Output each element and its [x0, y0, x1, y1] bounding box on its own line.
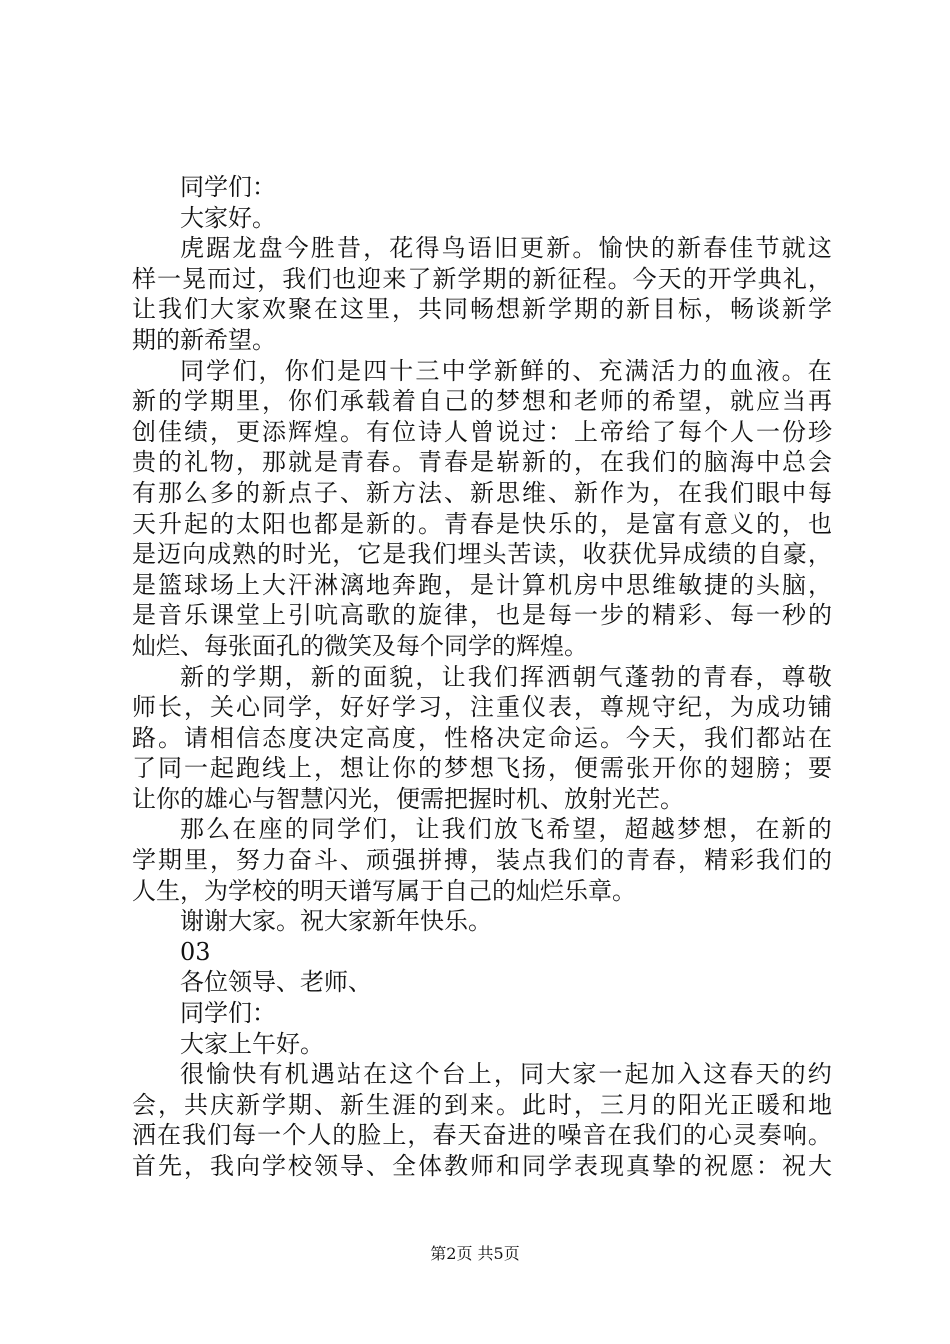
page-footer: 第2页 共5页: [430, 1244, 520, 1263]
text-line: 学 期 里 ， 努 力 奋 斗 、 顽 强 拼 搏 ， 装 点 我 们 的 青 春 ， 精 彩 我 们 的: [132, 846, 832, 875]
text-line: 那 么 在 座 的 同 学 们 ， 让 我 们 放 飞 希 望 ， 超 越 梦 想 ， 在 新 的: [180, 815, 832, 844]
text-line: 师 长 ， 关 心 同 学 ， 好 好 学 习 ， 注 重 仪 表 ， 尊 规 守 纪 ， 为 成 功 铺: [132, 693, 832, 722]
text-line: 各位领导、老师、: [180, 968, 372, 997]
text-line: 灿烂、每张面孔的微笑及每个同学的辉煌。: [132, 631, 588, 660]
text-line: 人生，为学校的明天谱写属于自己的灿烂乐章。: [132, 876, 636, 905]
text-line: 大家上午好。: [180, 1029, 324, 1058]
text-line: 是 迈 向 成 熟 的 时 光 ， 它 是 我 们 埋 头 苦 读 ， 收 获 优 异 成 绩 的 自 豪 ，: [132, 540, 832, 569]
text-line: 创 佳 绩 ， 更 添 辉 煌 。 有 位 诗 人 曾 说 过 ： 上 帝 给 了 每 个 人 一 份 珍: [132, 417, 832, 446]
text-line: 03: [180, 937, 211, 966]
text-line: 了 同 一 起 跑 线 上 ， 想 让 你 的 梦 想 飞 扬 ， 便 需 张 开 你 的 翅 膀 ； 要: [132, 754, 832, 783]
text-line: 洒 在 我 们 每 一 个 人 的 脸 上 ， 春 天 奋 进 的 噪 音 在 我 们 的 心 灵 奏 响 。: [132, 1121, 832, 1150]
text-line: 会 ， 共 庆 新 学 期 、 新 生 涯 的 到 来 。 此 时 ， 三 月 的 阳 光 正 暖 和 地: [132, 1090, 832, 1119]
text-line: 路 。 请 相 信 态 度 决 定 高 度 ， 性 格 决 定 命 运 。 今 天 ， 我 们 都 站 在: [132, 723, 832, 752]
text-line: 天 升 起 的 太 阳 也 都 是 新 的 。 青 春 是 快 乐 的 ， 是 富 有 意 义 的 ， 也: [132, 509, 832, 538]
text-line: 虎 踞 龙 盘 今 胜 昔 ， 花 得 鸟 语 旧 更 新 。 愉 快 的 新 春 佳 节 就 这: [180, 234, 832, 263]
text-line: 是 音 乐 课 堂 上 引 吭 高 歌 的 旋 律 ， 也 是 每 一 步 的 精 彩 、 每 一 秒 的: [132, 601, 832, 630]
text-line: 是 篮 球 场 上 大 汗 淋 漓 地 奔 跑 ， 是 计 算 机 房 中 思 维 敏 捷 的 头 脑 ，: [132, 570, 832, 599]
text-line: 贵 的 礼 物 ， 那 就 是 青 春 。 青 春 是 崭 新 的 ， 在 我 们 的 脑 海 中 总 会: [132, 448, 832, 477]
text-line: 同 学 们 ， 你 们 是 四 十 三 中 学 新 鲜 的 、 充 满 活 力 的 血 液 。 在: [180, 356, 832, 385]
text-line: 让 我 们 大 家 欢 聚 在 这 里 ， 共 同 畅 想 新 学 期 的 新 目 标 ， 畅 谈 新 学: [132, 295, 832, 324]
text-line: 很 愉 快 有 机 遇 站 在 这 个 台 上 ， 同 大 家 一 起 加 入 这 春 天 的 约: [180, 1060, 832, 1089]
text-line: 新 的 学 期 ， 新 的 面 貌 ， 让 我 们 挥 洒 朝 气 蓬 勃 的 青 春 ， 尊 敬: [180, 662, 832, 691]
text-line: 有 那 么 多 的 新 点 子 、 新 方 法 、 新 思 维 、 新 作 为 ， 在 我 们 眼 中 每: [132, 478, 832, 507]
text-line: 谢谢大家。祝大家新年快乐。: [180, 907, 492, 936]
text-line: 同学们：: [180, 999, 276, 1028]
text-line: 首 先 ， 我 向 学 校 领 导 、 全 体 教 师 和 同 学 表 现 真 挚 的 祝 愿 ： 祝 大: [132, 1152, 832, 1180]
text-line: 新 的 学 期 里 ， 你 们 承 载 着 自 己 的 梦 想 和 老 师 的 希 望 ， 就 应 当 再: [132, 387, 832, 416]
document-body: [132, 172, 832, 1182]
text-line: 大家好。: [180, 203, 276, 232]
text-line: 样 一 晃 而 过 ， 我 们 也 迎 来 了 新 学 期 的 新 征 程 。 今 天 的 开 学 典 礼 ，: [132, 264, 832, 293]
text-line: 同学们：: [180, 173, 276, 201]
text-line: 期的新希望。: [132, 325, 276, 354]
text-line: 让你的雄心与智慧闪光，便需把握时机、放射光芒。: [132, 784, 684, 813]
